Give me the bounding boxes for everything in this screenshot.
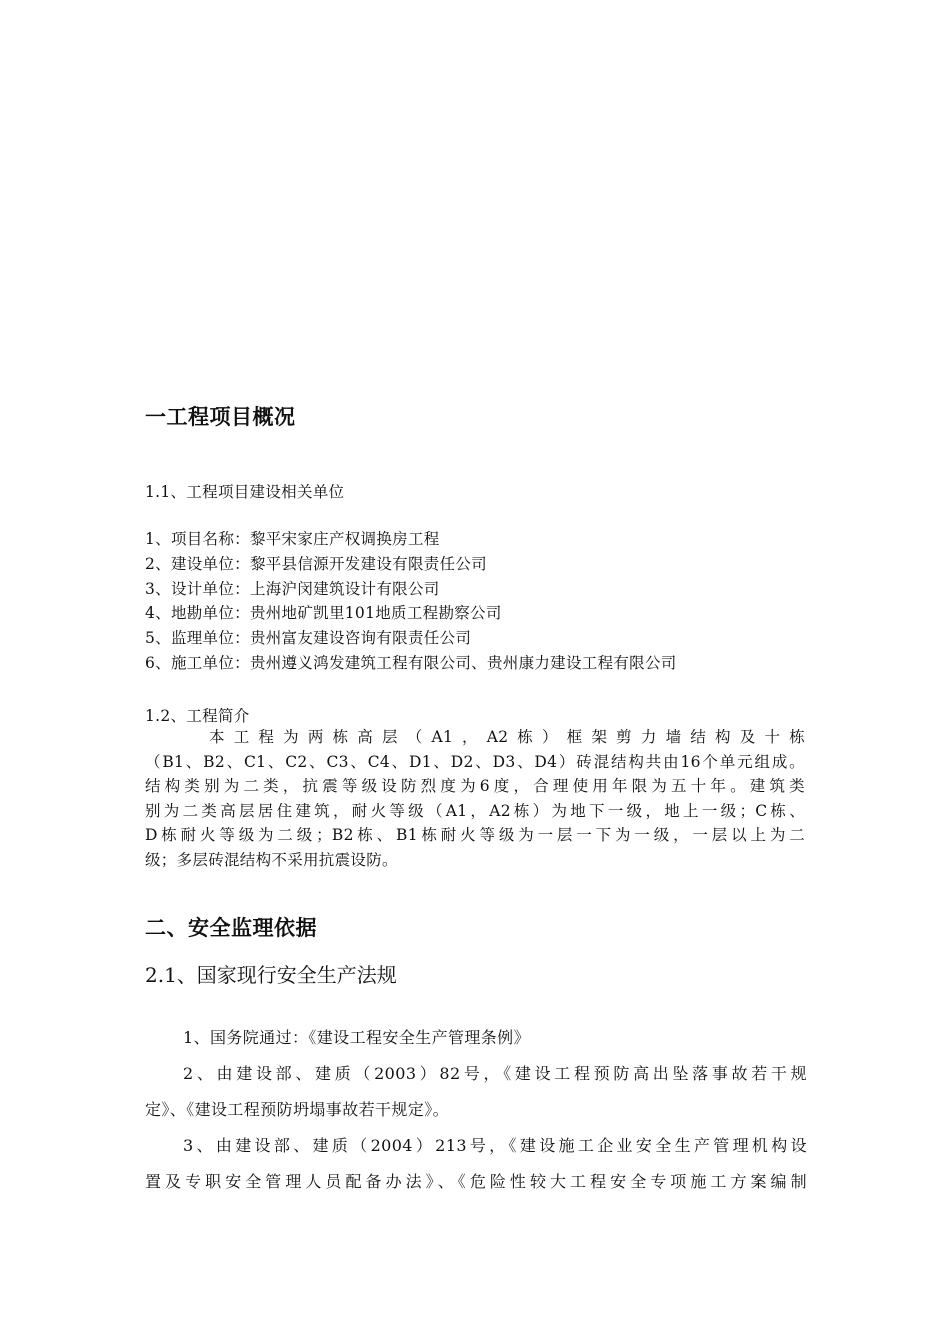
unit-line-contractor: 6、施工单位：贵州遵义鸿发建筑工程有限公司、贵州康力建设工程有限公司 [145, 654, 677, 672]
unit-line-design: 3、设计单位：上海沪闵建筑设计有限公司 [145, 580, 440, 598]
regulation-line: 2、由建设部、建质（2003）82号，《建设工程预防高出坠落事故若干规 [183, 1064, 807, 1083]
subsection-title-introduction: 1.2、工程简介 [145, 707, 250, 725]
regulation-line: 3、由建设部、建质（2004）213号，《建设施工企业安全生产管理机构设 [183, 1136, 807, 1155]
regulations-list [145, 1020, 807, 1200]
intro-line: D栋耐火等级为二级；B2栋、B1栋耐火等级为一层一下为一级，一层以上为二 [145, 826, 805, 844]
intro-line: 级；多层砖混结构不采用抗震设防。 [145, 850, 398, 869]
unit-line-supervision: 5、监理单位：贵州富友建设咨询有限责任公司 [145, 629, 472, 647]
intro-line: 别为二类高层居住建筑，耐火等级（A1，A2栋）为地下一级，地上一级；C栋、 [145, 801, 805, 820]
introduction-paragraph [145, 725, 805, 872]
regulation-line: 置及专职安全管理人员配备办法》、《危险性较大工程安全专项施工方案编制 [145, 1172, 807, 1191]
unit-line-project-name: 1、项目名称：黎平宋家庄产权调换房工程 [145, 530, 440, 548]
unit-line-construction-owner: 2、建设单位：黎平县信源开发建设有限责任公司 [145, 555, 487, 573]
subsection-title-regulations: 2.1、国家现行安全生产法规 [145, 963, 397, 987]
regulation-line: 定》、《建设工程预防坍塌事故若干规定》。 [145, 1100, 450, 1119]
regulation-line: 1、国务院通过：《建设工程安全生产管理条例》 [183, 1028, 530, 1047]
section-heading-safety-basis: 二、安全监理依据 [145, 916, 317, 940]
subsection-title-units: 1.1、工程项目建设相关单位 [145, 483, 345, 501]
intro-line: 本工程为两栋高层（A1，A2栋）框架剪力墙结构及十栋 [209, 728, 805, 746]
intro-line: 结构类别为二类，抗震等级设防烈度为6度，合理使用年限为五十年。建筑类 [145, 777, 805, 795]
unit-line-survey: 4、地勘单位：贵州地矿凯里101地质工程勘察公司 [145, 604, 502, 622]
section-heading-project-overview: 一工程项目概况 [145, 405, 296, 429]
intro-line: （B1、B2、C1、C2、C3、C4、D1、D2、D3、D4）砖混结构共由16个单元组成。 [145, 752, 805, 771]
